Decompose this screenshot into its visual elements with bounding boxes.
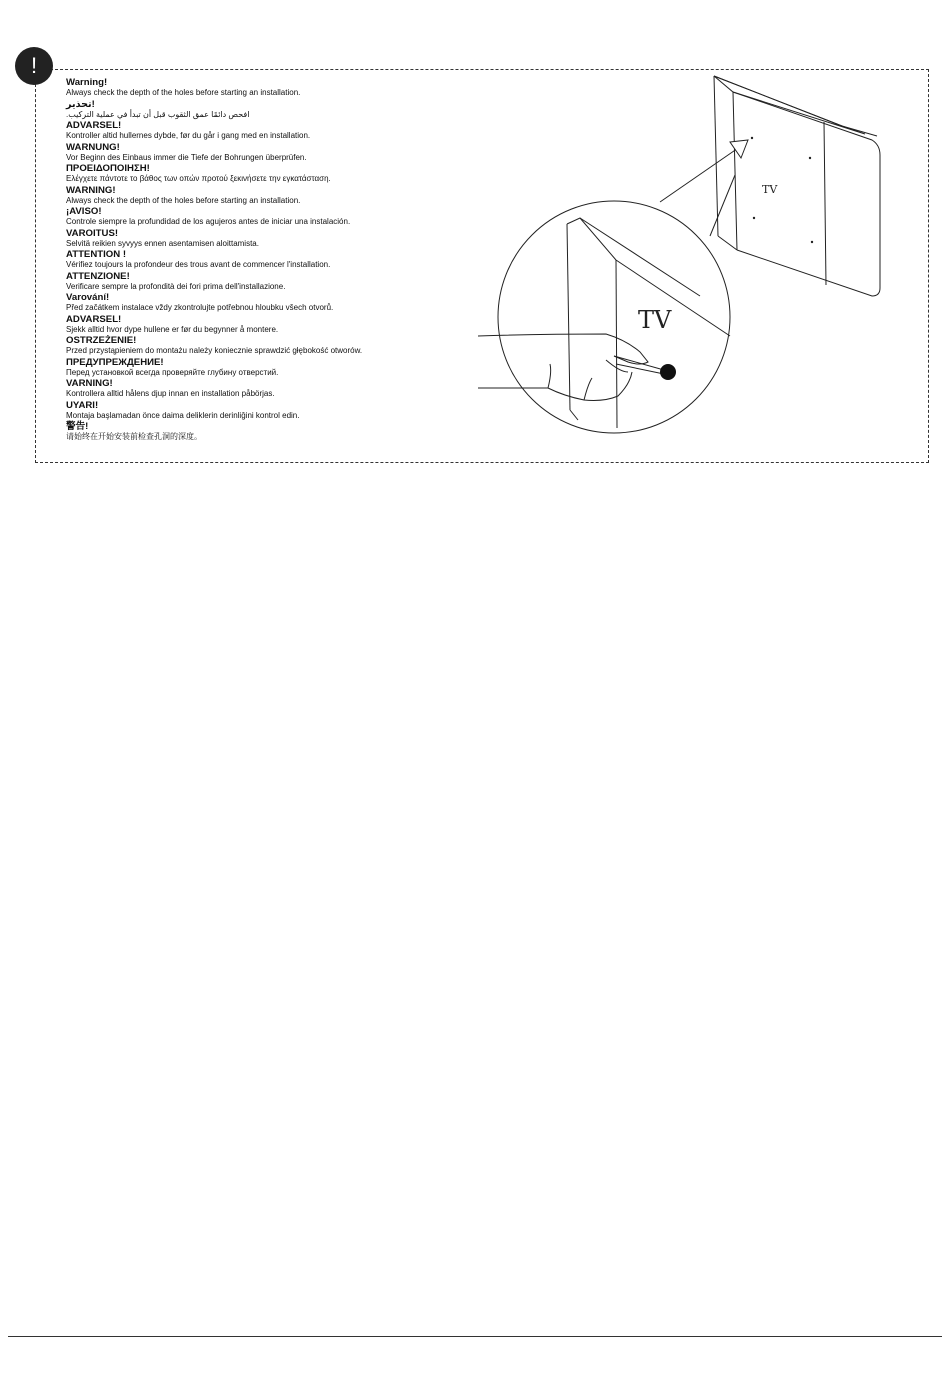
warning-title: VAROITUS! [66,227,119,239]
warning-title: 警告! [66,421,89,432]
warning-title: Varování! [66,292,110,303]
warning-text: Montaja başlamadan önce daima deliklerin derinliğini kontrol edin. [66,410,300,420]
warning-title: ATTENZIONE! [66,270,130,282]
warning-title: Warning! [66,77,108,88]
warning-text: Przed przystąpieniem do montażu należy koniecznie sprawdzić głębokość otworów. [66,346,363,355]
warning-title: WARNUNG! [66,141,120,153]
warning-title: !تحذير [66,98,95,110]
warning-text: Always check the depth of the holes before starting an installation. [66,88,301,97]
warning-text: Vérifiez toujours la profondeur des trous avant de commencer l'installation. [66,260,331,269]
warning-list [66,77,406,443]
warning-title: ATTENTION ! [66,249,127,260]
warning-text: Sjekk alltid hvor dype hullene er før du begynner å montere. [66,324,279,334]
warning-title: OSTRZEŻENIE! [66,335,137,346]
warning-title: VARNING! [66,378,113,389]
warning-text: Always check the depth of the holes before starting an installation. [66,195,301,205]
warning-title: ПРЕДУПРЕЖДЕНИЕ! [66,356,164,368]
warning-text: Controle siempre la profundidad de los agujeros antes de iniciar una instalación. [66,217,351,226]
warning-title: ADVARSEL! [66,120,122,131]
warning-text: Verificare sempre la profondità dei fori prima dell'installazione. [66,281,286,291]
warning-title: ΠΡΟΕΙΔΟΠΟΙΗΣΗ! [66,163,150,174]
bottom-rule [8,1336,942,1337]
tv-label-large: TV [638,306,672,334]
tv-label-small: TV [762,183,778,196]
warning-text: Kontroller altid hullernes dybde, før du går i gang med en installation. [66,131,311,140]
warning-text: Перед установкой всегда проверяйте глубину отверстий. [66,367,279,377]
warning-text: Selvitä reikien syvyys ennen asentamisen aloittamista. [66,238,259,248]
warning-title: ADVARSEL! [66,313,122,325]
warning-text: Vor Beginn des Einbaus immer die Tiefe der Bohrungen überprüfen. [66,152,307,162]
warning-title: ¡AVISO! [66,206,102,217]
exclamation-icon: ! [15,47,53,85]
warning-text: Před začátkem instalace vždy zkontrolujte potřebnou hloubku všech otvorů. [66,303,334,312]
warning-text: Ελέγχετε πάντοτε το βάθος των οπών προτού ξεκινήσετε την εγκατάσταση. [66,174,331,183]
tv-hole-depth-illustration [470,72,900,462]
warning-text: 请始终在开始安装前检查孔洞的深度。 [66,432,202,441]
warning-text: افحص دائمًا عمق الثقوب قبل أن تبدأ في عملية التركيب. [66,109,250,119]
warning-title: UYARI! [66,399,99,411]
warning-title: WARNING! [66,184,116,196]
warning-text: Kontrollera alltid hålens djup innan en installation påbörjas. [66,389,275,398]
